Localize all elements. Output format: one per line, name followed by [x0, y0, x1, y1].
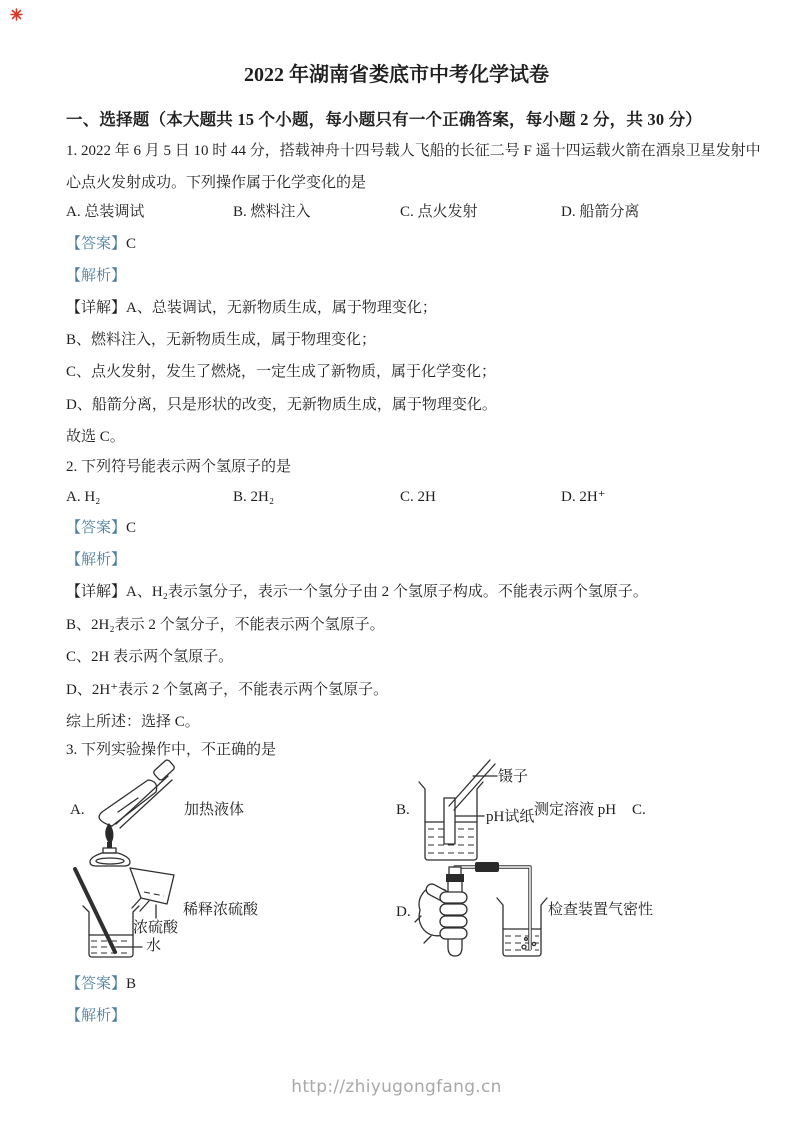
q1-option-b: B. 燃料注入: [233, 204, 311, 220]
q1-answer-row: [66, 235, 136, 255]
q3-option-letter-a: A.: [70, 802, 85, 818]
figure-a-caption: 加热液体: [184, 802, 245, 818]
answer-label: 【答案】: [66, 236, 127, 252]
q3-stem: 3. 下列实验操作中，不正确的是: [66, 742, 277, 758]
figure-c-water-label: 水: [146, 938, 162, 954]
section-heading: 一、选择题（本大题共 15 个小题，每小题只有一个正确答案，每小题 2 分，共 30 分）: [66, 110, 702, 129]
q2-analysis-label: 【解析】: [66, 552, 127, 568]
q1-answer-value: C: [126, 236, 137, 252]
q1-detail-1: 【详解】A、总装调试，无新物质生成，属于物理变化；: [66, 300, 437, 316]
air-tightness-figure: [415, 860, 565, 985]
q2-detail-2: B、2H₂表示 2 个氢分子，不能表示两个氢原子。: [66, 617, 385, 633]
figure-c-caption: 稀释浓硫酸: [183, 902, 259, 918]
q1-option-c: C. 点火发射: [400, 204, 478, 220]
figure-b-paper-label: pH试纸: [486, 809, 535, 825]
q1-detail-4: D、船箭分离，只是形状的改变，无新物质生成，属于物理变化。: [66, 397, 497, 413]
q1-option-d: D. 船箭分离: [561, 204, 640, 220]
q1-detail-2: B、燃料注入，无新物质生成，属于物理变化；: [66, 332, 377, 348]
q2-option-a: A. H₂: [66, 489, 101, 505]
q2-option-c: C. 2H: [400, 489, 436, 505]
q3-option-letter-c: C.: [632, 802, 646, 818]
q1-analysis-label: 【解析】: [66, 268, 127, 284]
acid-dilution-figure: [64, 862, 199, 987]
q1-stem-line-2: 心点火发射成功。下列操作属于化学变化的是: [66, 175, 367, 191]
q2-detail-3: C、2H 表示两个氢原子。: [66, 649, 234, 665]
q1-detail-5: 故选 C。: [66, 429, 125, 445]
q2-detail-5: 综上所述：选择 C。: [66, 714, 200, 730]
q1-option-a: A. 总装调试: [66, 204, 145, 220]
q2-option-d: D. 2H⁺: [561, 489, 606, 505]
q2-stem: 2. 下列符号能表示两个氢原子的是: [66, 459, 292, 475]
q2-detail-4: D、2H⁺表示 2 个氢离子，不能表示两个氢原子。: [66, 682, 389, 698]
footer-url: http://zhiyugongfang.cn: [291, 1077, 502, 1097]
q3-option-letter-b: B.: [396, 802, 410, 818]
figure-d-caption: 检查装置气密性: [548, 902, 654, 918]
figure-b-tweezers-label: 镊子: [498, 769, 529, 785]
q2-answer-value: C: [126, 520, 137, 536]
figure-c-acid-label: 浓硫酸: [133, 920, 179, 936]
q1-detail-3: C、点火发射，发生了燃烧，一定生成了新物质，属于化学变化；: [66, 364, 497, 380]
q2-option-b: B. 2H₂: [233, 489, 275, 505]
q1-stem-line-1: 1. 2022 年 6 月 5 日 10 时 44 分，搭载神舟十四号载人飞船的长征二号 F 遥十四运载火箭在酒泉卫星发射中: [66, 143, 761, 159]
corner-seal-icon: [9, 7, 24, 22]
page-title: 2022 年湖南省娄底市中考化学试卷: [244, 64, 549, 86]
q2-answer-row: [66, 519, 136, 539]
answer-label: 【答案】: [66, 976, 127, 992]
answer-label: 【答案】: [66, 520, 127, 536]
figure-b-caption: 测定溶液 pH: [534, 802, 617, 818]
q3-answer-row: [66, 975, 136, 995]
q3-answer-value: B: [126, 976, 137, 992]
q3-option-letter-d: D.: [396, 904, 411, 920]
q2-detail-1: 【详解】A、H₂表示氢分子，表示一个氢分子由 2 个氢原子构成。不能表示两个氢原子。: [66, 584, 648, 600]
q3-analysis-label: 【解析】: [66, 1008, 127, 1024]
